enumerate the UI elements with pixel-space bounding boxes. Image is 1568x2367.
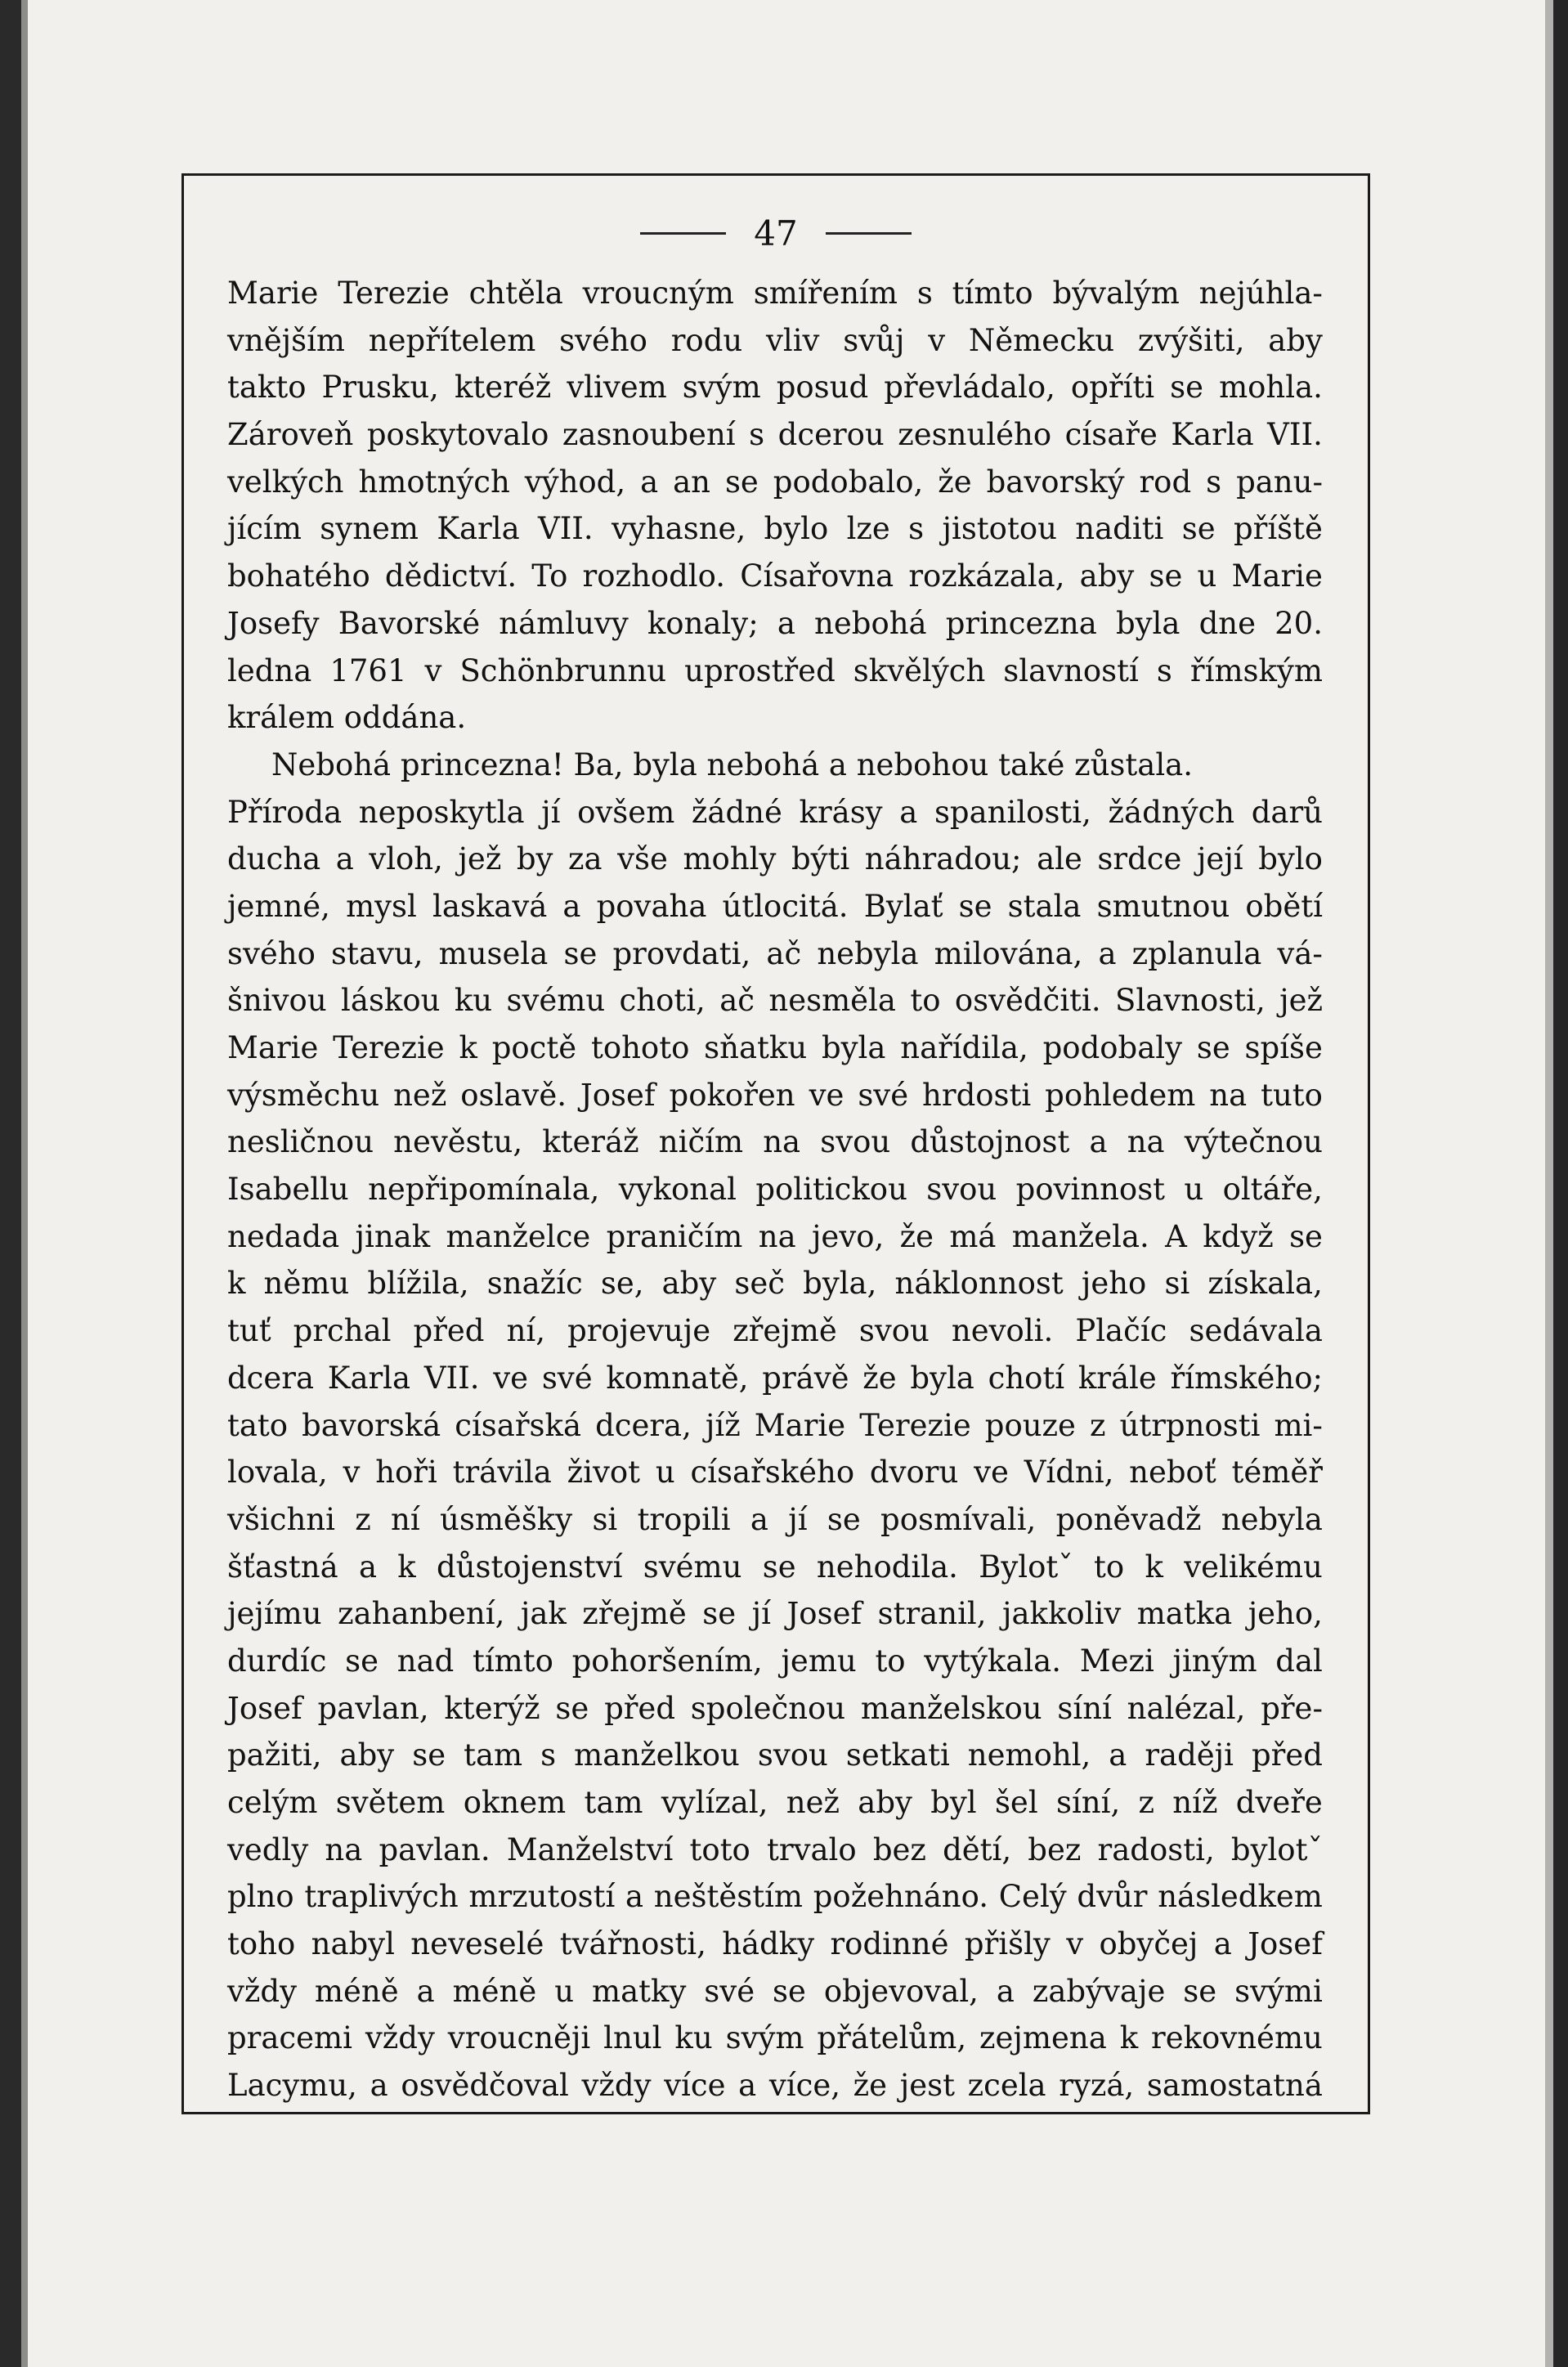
text-line: šťastná a k důstojenství svému se nehodila. Bylotˇ to k velikému — [227, 1549, 1323, 1585]
text-line: k němu blížila, snažíc se, aby seč byla, náklonnost jeho si získala, — [227, 1266, 1323, 1302]
text-line: Josefy Bavorské námluvy konaly; a nebohá princezna byla dne 20. — [227, 605, 1323, 641]
text-line: jejímu zahanbení, jak zřejmě se jí Josef stranil, jakkoliv matka jeho, — [227, 1596, 1323, 1632]
text-line: vnějším nepřítelem svého rodu vliv svůj v Německu zvýšiti, aby — [227, 322, 1323, 358]
scan-edge-left — [0, 0, 21, 2367]
text-line: Příroda neposkytla jí ovšem žádné krásy a spanilosti, žádných darů — [227, 794, 1323, 830]
text-line: svého stavu, musela se provdati, ač nebyla milována, a zplanula vá- — [227, 935, 1323, 971]
text-line: durdíc se nad tímto pohoršením, jemu to vytýkala. Mezi jiným dal — [227, 1643, 1323, 1679]
text-line: nesličnou nevěstu, kteráž ničím na svou důstojnost a na výtečnou — [227, 1124, 1323, 1160]
text-line: plno traplivých mrzutostí a neštěstím požehnáno. Celý dvůr následkem — [227, 1879, 1323, 1915]
text-line: tato bavorská císařská dcera, jíž Marie Terezie pouze z útrpnosti mi- — [227, 1407, 1323, 1443]
text-line: výsměchu než oslavě. Josef pokořen ve své hrdosti pohledem na tuto — [227, 1077, 1323, 1113]
text-line: jemné, mysl laskavá a povaha útlocitá. Bylať se stala smutnou obětí — [227, 888, 1323, 924]
text-line: Isabellu nepřipomínala, vykonal politickou svou povinnost u oltáře, — [227, 1172, 1323, 1208]
header-rule-right — [826, 232, 912, 235]
text-line: všichni z ní úsměšky si tropili a jí se posmívali, poněvadž nebyla — [227, 1501, 1323, 1537]
text-line: vždy méně a méně u matky své se objevoval, a zabývaje se svými — [227, 1973, 1323, 2009]
page-header — [181, 208, 1370, 258]
text-line: Zároveň poskytovalo zasnoubení s dcerou zesnulého císaře Karla VII. — [227, 417, 1323, 453]
text-line: pažiti, aby se tam s manželkou svou setkati nemohl, a raději před — [227, 1737, 1323, 1773]
text-line: velkých hmotných výhod, a an se podobalo, že bavorský rod s panu- — [227, 464, 1323, 500]
text-line: ledna 1761 v Schönbrunnu uprostřed skvělých slavností s římským — [227, 652, 1323, 688]
text-line: takto Prusku, kteréž vlivem svým posud převládalo, opříti se mohla. — [227, 370, 1323, 406]
page-number: 47 — [754, 213, 798, 253]
text-line: celým světem oknem tam vylízal, než aby byl šel síní, z níž dveře — [227, 1785, 1323, 1820]
text-line: Marie Terezie k poctě tohoto sňatku byla nařídila, podobaly se spíše — [227, 1030, 1323, 1065]
text-line: Josef pavlan, kterýž se před společnou manželskou síní nalézal, pře- — [227, 1690, 1323, 1726]
text-line: Lacymu, a osvědčoval vždy více a více, že jest zcela ryzá, samostatná — [227, 2068, 1323, 2104]
text-line: Nebohá princezna! Ba, byla nebohá a nebohou také zůstala. — [271, 746, 1194, 782]
body-text — [227, 270, 1323, 2109]
header-rule-left — [640, 232, 726, 235]
text-line: šnivou láskou ku svému choti, ač nesměla to osvědčiti. Slavnosti, jež — [227, 983, 1323, 1019]
text-line: dcera Karla VII. ve své komnatě, právě že byla chotí krále římského; — [227, 1360, 1323, 1396]
text-line: králem oddána. — [227, 700, 467, 736]
text-line: Marie Terezie chtěla vroucným smířením s tímto bývalým nejúhla- — [227, 276, 1323, 311]
text-line: jícím synem Karla VII. vyhasne, bylo lze s jistotou naditi se příště — [227, 511, 1323, 547]
text-line: ducha a vloh, jež by za vše mohly býti náhradou; ale srdce její bylo — [227, 841, 1323, 877]
text-line: toho nabyl neveselé tvářnosti, hádky rodinné přišly v obyčej a Josef — [227, 1926, 1323, 1962]
scan-edge-right — [1553, 0, 1568, 2367]
text-line: bohatého dědictví. To rozhodlo. Císařovna rozkázala, aby se u Marie — [227, 558, 1323, 594]
text-line: vedly na pavlan. Manželství toto trvalo bez dětí, bez radosti, bylotˇ — [227, 1831, 1323, 1867]
text-line: lovala, v hoři trávila život u císařského dvoru ve Vídni, neboť téměř — [227, 1455, 1323, 1491]
text-line: tuť prchal před ní, projevuje zřejmě svou nevoli. Plačíc sedávala — [227, 1313, 1323, 1349]
scan-edge-left-shadow — [21, 0, 28, 2367]
text-line: pracemi vždy vroucněji lnul ku svým přátelům, zejmena k rekovnému — [227, 2020, 1323, 2056]
text-line: nedada jinak manželce praničím na jevo, že má manžela. A když se — [227, 1218, 1323, 1254]
scan-edge-right-shadow — [1545, 0, 1553, 2367]
